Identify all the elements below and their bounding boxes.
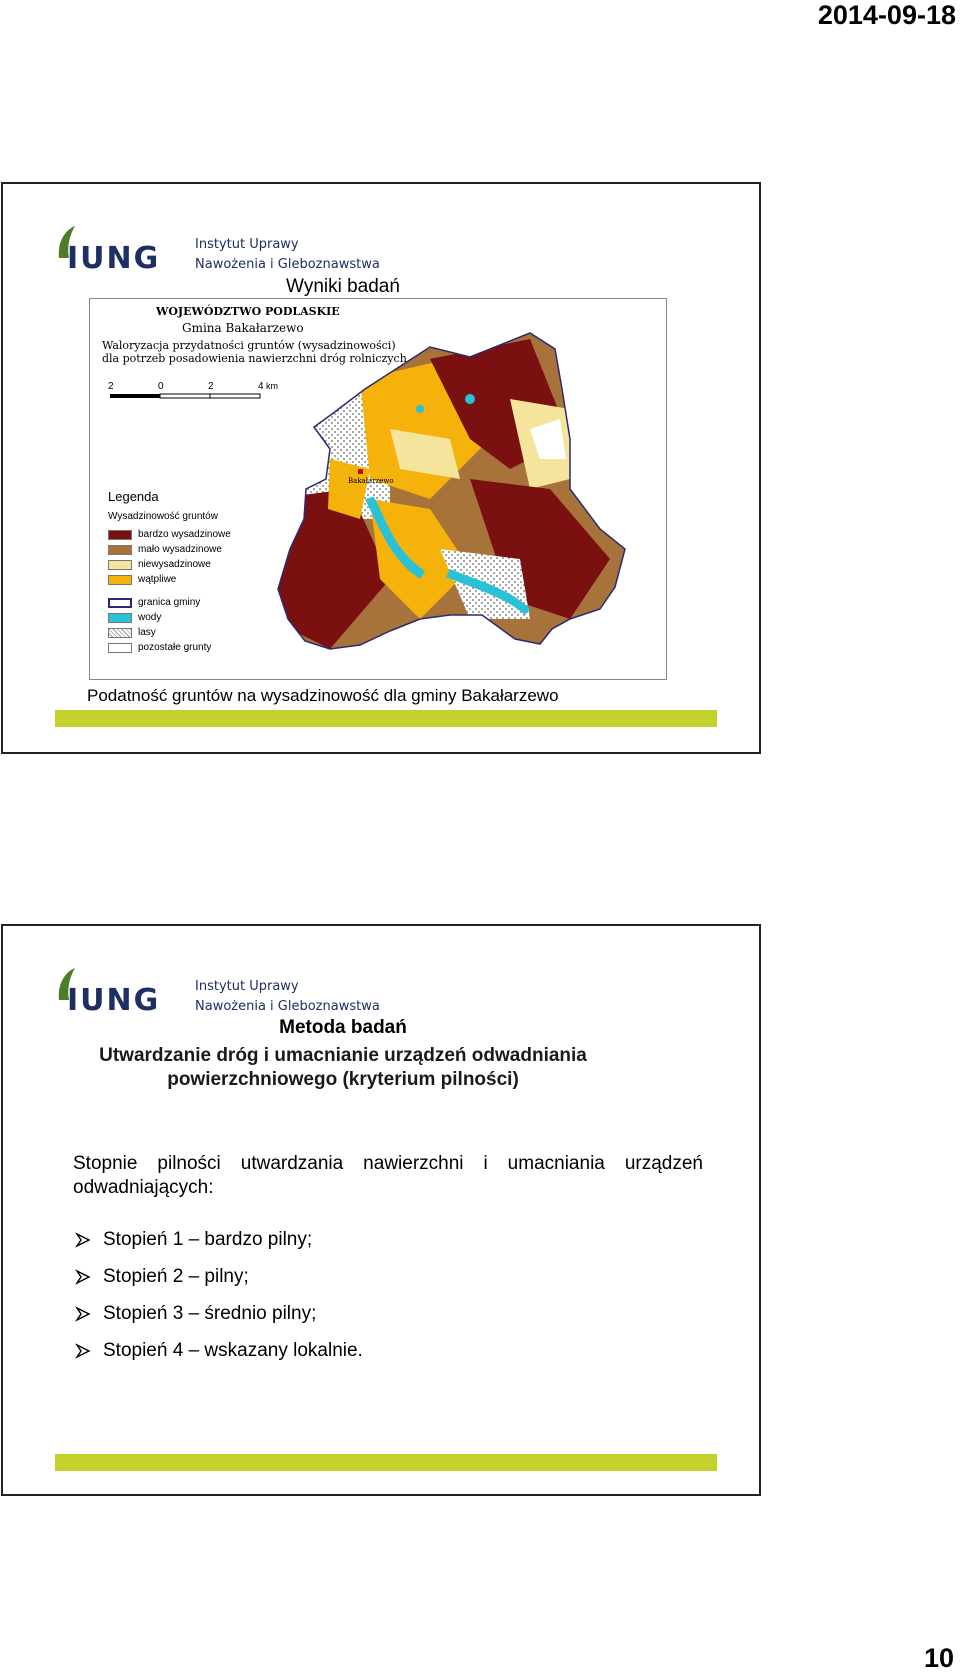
list-item-text: Stopień 4 – wskazany lokalnie.: [103, 1339, 363, 1361]
gmina-map: [270, 319, 630, 669]
scale-label: 4: [258, 381, 264, 392]
scale-unit: km: [266, 381, 278, 391]
accent-bar: [55, 710, 717, 727]
legend-swatch: [108, 560, 132, 570]
town-label: Bakałarzewo: [348, 477, 394, 485]
legend-swatch: [108, 530, 132, 540]
legend-swatch: [108, 598, 132, 608]
accent-bar: [55, 1454, 717, 1471]
legend-item: [108, 542, 231, 557]
legend-label: pozostałe grunty: [138, 642, 212, 653]
legend-label: wątpliwe: [138, 574, 177, 585]
svg-text:IUNG: IUNG: [67, 241, 161, 274]
arrow-bullet-icon: [73, 1269, 93, 1285]
arrow-bullet-icon: [73, 1343, 93, 1359]
list-item: [73, 1221, 703, 1258]
scale-bar: [108, 379, 278, 405]
map-heading-subject: Waloryzacja przydatności gruntów (wysadzinowości): [102, 339, 396, 352]
legend-item: [108, 625, 231, 640]
legend-item: [108, 595, 231, 610]
subtitle-line: Utwardzanie dróg i umacnianie urządzeń odwadniania: [99, 1045, 587, 1066]
page-number: 10: [923, 1643, 954, 1673]
urgency-list: [73, 1221, 703, 1369]
legend-title: Legenda: [108, 489, 159, 504]
legend-swatch: [108, 613, 132, 623]
legend: [108, 527, 231, 655]
scale-label: 0: [158, 381, 164, 392]
slide-title: Metoda badań: [279, 1017, 407, 1038]
legend-swatch: [108, 545, 132, 555]
slide-results: [1, 182, 761, 754]
legend-swatch: [108, 628, 132, 638]
svg-text:IUNG: IUNG: [67, 983, 161, 1016]
legend-item: [108, 572, 231, 587]
map-caption: Podatność gruntów na wysadzinowość dla gminy Bakałarzewo: [87, 686, 559, 705]
iung-logo: [53, 224, 383, 274]
legend-item: [108, 610, 231, 625]
map-heading-gmina: Gmina Bakałarzewo: [182, 321, 304, 335]
legend-item: [108, 557, 231, 572]
soil-map: [89, 298, 667, 680]
arrow-bullet-icon: [73, 1306, 93, 1322]
slide-method: [1, 924, 761, 1496]
list-item: [73, 1332, 703, 1369]
legend-item: [108, 527, 231, 542]
legend-label: mało wysadzinowe: [138, 544, 222, 555]
scale-label: 2: [108, 381, 114, 392]
map-heading-purpose: dla potrzeb posadowienia nawierzchni dróg rolniczych: [102, 352, 407, 365]
legend-label: bardzo wysadzinowe: [138, 529, 231, 540]
svg-text:Instytut Uprawy: Instytut Uprawy: [195, 237, 299, 252]
legend-swatch: [108, 575, 132, 585]
header-date: 2014-09-18: [817, 0, 956, 30]
subtitle-line: powierzchniowego (kryterium pilności): [167, 1069, 519, 1090]
legend-item: [108, 640, 231, 655]
svg-text:Instytut Uprawy: Instytut Uprawy: [195, 979, 299, 994]
legend-swatch: [108, 643, 132, 653]
legend-label: niewysadzinowe: [138, 559, 211, 570]
legend-subtitle: Wysadzinowość gruntów: [108, 511, 218, 522]
scale-label: 2: [208, 381, 214, 392]
svg-text:Nawożenia i Gleboznawstwa: Nawożenia i Gleboznawstwa: [195, 999, 380, 1014]
map-heading-region: WOJEWÓDZTWO PODLASKIE: [156, 305, 340, 318]
iung-logo: [53, 966, 383, 1016]
legend-label: granica gminy: [138, 597, 201, 608]
list-item-text: Stopień 3 – średnio pilny;: [103, 1302, 317, 1324]
svg-text:Nawożenia i Gleboznawstwa: Nawożenia i Gleboznawstwa: [195, 257, 380, 272]
arrow-bullet-icon: [73, 1232, 93, 1248]
slide-subtitle: [63, 1044, 623, 1092]
legend-label: wody: [138, 612, 162, 623]
body-text: Stopnie pilności utwardzania nawierzchni i umacniania urządzeń odwadniających:: [73, 1153, 703, 1198]
list-item: [73, 1258, 703, 1295]
slide-title: Wyniki badań: [286, 276, 400, 297]
list-item-text: Stopień 1 – bardzo pilny;: [103, 1228, 313, 1250]
list-item: [73, 1295, 703, 1332]
list-item-text: Stopień 2 – pilny;: [103, 1265, 249, 1287]
legend-label: lasy: [138, 627, 156, 638]
